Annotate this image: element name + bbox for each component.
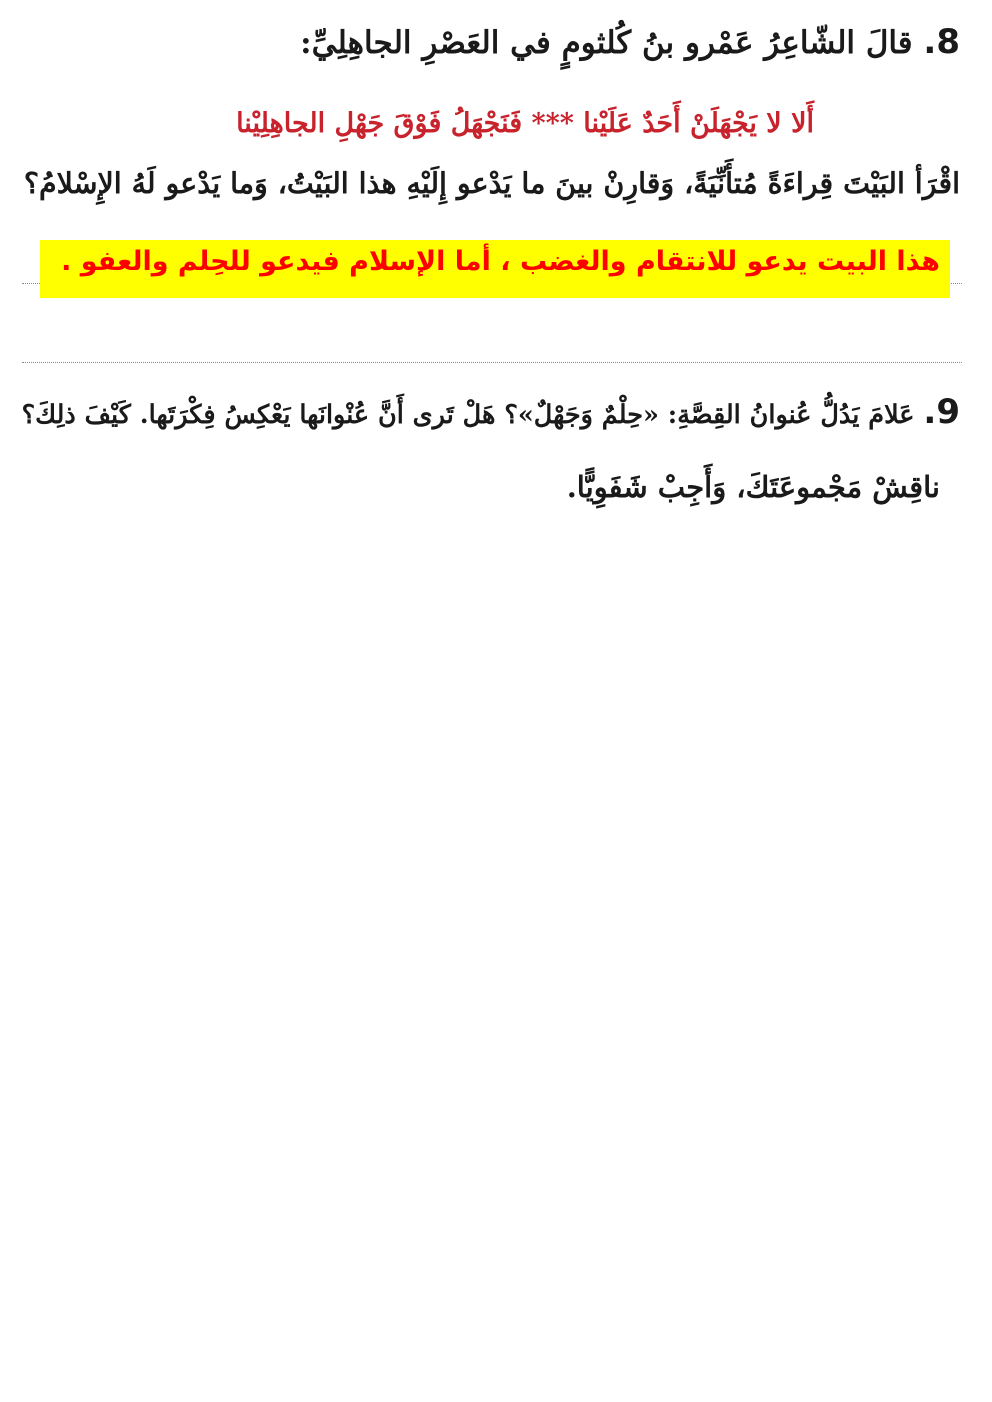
answer-dotted-line-2 <box>22 362 962 363</box>
question-8-number: 8. <box>923 22 960 62</box>
answer-highlight-box <box>40 240 950 298</box>
question-9-line-1-text: عَلامَ يَدُلُّ عُنوانُ القِصَّةِ: «حِلْمٌ وَجَهْلٌ»؟ هَلْ تَرى أَنَّ عُنْوانَها يَعْكِسُ فِكْرَتَها. كَيْفَ ذلِكَ؟ <box>21 400 915 430</box>
question-9-line-2: ناقِشْ مَجْموعَتَكَ، وَأَجِبْ شَفَوِيًّا. <box>566 470 940 504</box>
question-8-heading <box>300 22 960 62</box>
poem-verse: أَلا لا يَجْهَلَنْ أَحَدٌ عَلَيْنا *** فَنَجْهَلُ فَوْقَ جَهْلِ الجاهِلِيْنا <box>236 108 814 139</box>
question-8-answer: هذا البيت يدعو للانتقام والغضب ، أما الإسلام فيدعو للحِلم والعفو . <box>61 246 940 277</box>
question-8-heading-text: قالَ الشّاعِرُ عَمْرو بنُ كُلثومٍ في العَصْرِ الجاهِلِيِّ: <box>300 25 913 61</box>
question-8-task: اقْرَأ البَيْتَ قِراءَةً مُتأَنِّيَةً، وَقارِنْ بينَ ما يَدْعو إِلَيْهِ هذا البَيْتُ، وَما يَدْعو لَهُ الإِسْلامُ؟ <box>23 166 960 200</box>
question-9-line-1 <box>22 392 960 432</box>
question-9-number: 9. <box>923 392 960 432</box>
